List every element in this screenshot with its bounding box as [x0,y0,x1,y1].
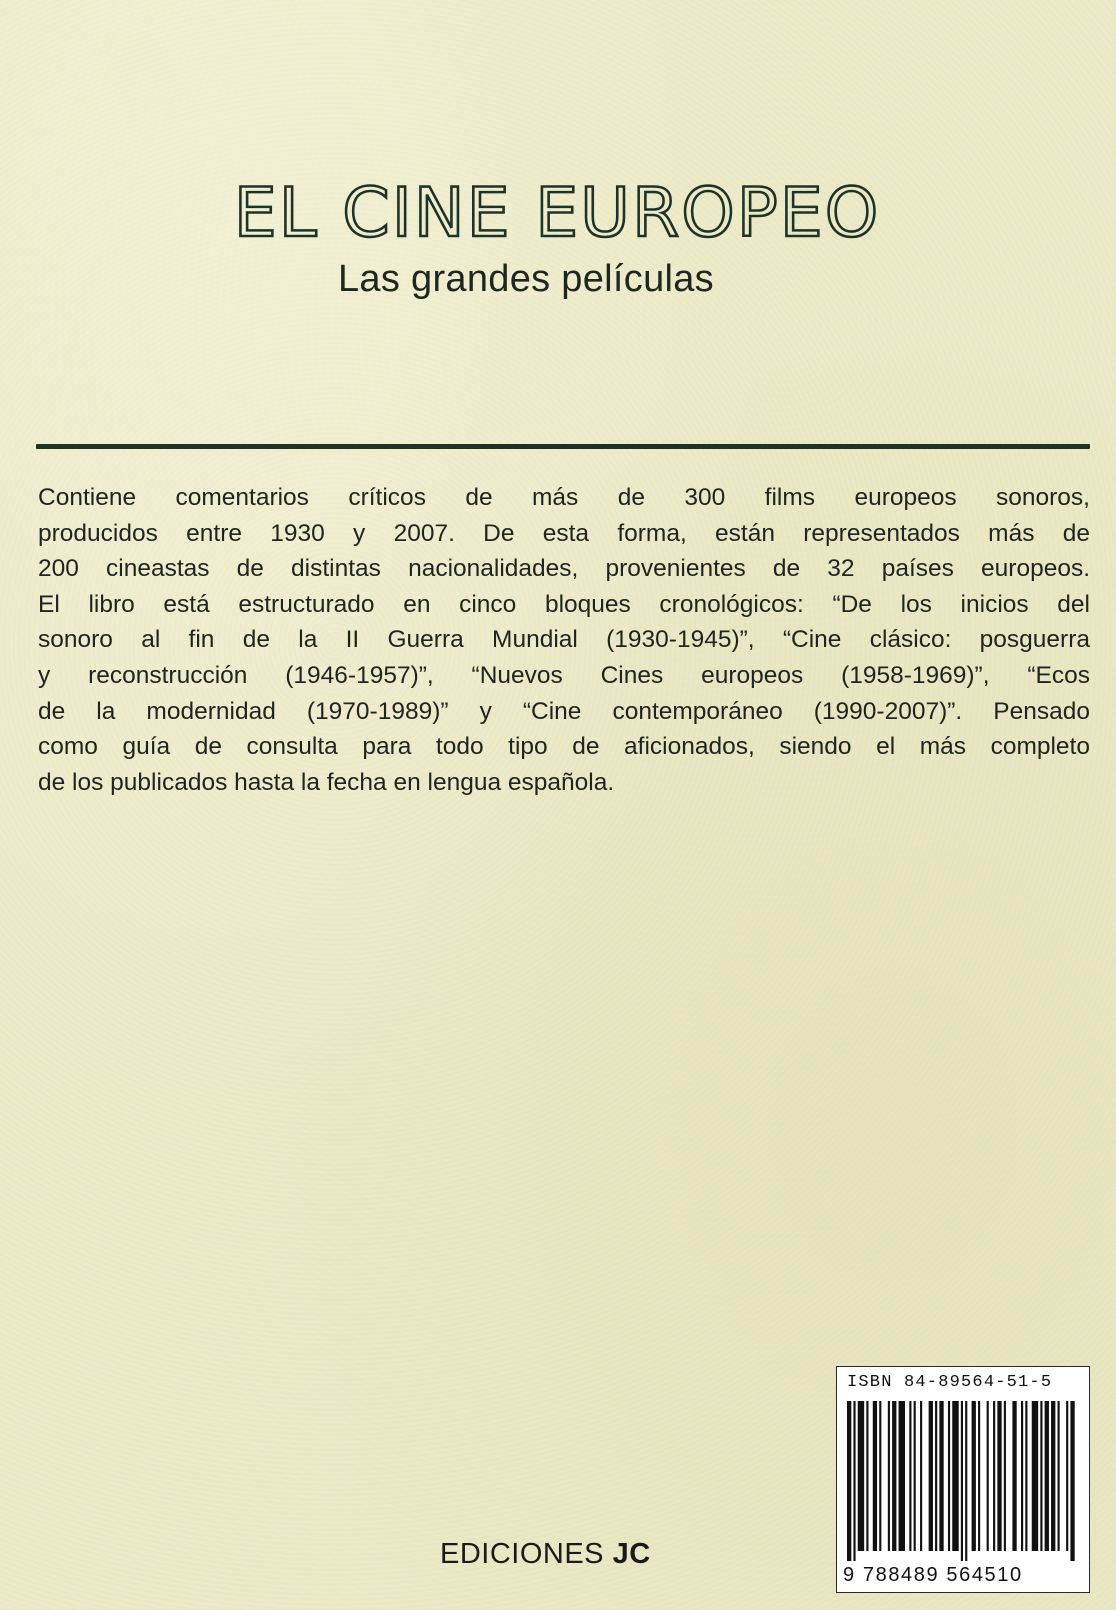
description-line: Contiene comentarios críticos de más de 300 films europeos sonoros, [38,484,1090,511]
barcode-bar [1012,1401,1016,1551]
ean-digits: 9 788489 564510 [843,1564,1023,1586]
barcode-bar [935,1401,937,1551]
description-line: y reconstrucción (1946-1957)”, “Nuevos Cines europeos (1958-1969)”, “Ecos [38,661,1090,689]
barcode-bar [853,1401,855,1561]
barcode-bar [1004,1401,1006,1551]
barcode-bar [909,1401,911,1551]
book-description [38,480,1090,800]
barcode-bar [972,1401,976,1551]
description-line: El libro está estructurado en cinco bloques cronológicos: “De los inicios del [38,590,1090,618]
barcode-icon [845,1401,1081,1561]
barcode-panel [836,1366,1090,1593]
barcode-bar [993,1401,995,1551]
barcode-bar [1058,1401,1060,1551]
barcode-bar [914,1401,916,1551]
barcode-bar [965,1401,967,1561]
barcode-bar [858,1401,864,1551]
publisher-name: EDICIONES [440,1538,605,1570]
barcode-bar [1040,1401,1042,1551]
barcode-bar [1070,1401,1074,1561]
description-line: producidos entre 1930 y 2007. De esta forma, están representados más de [38,519,1090,547]
isbn-label: ISBN 84-89564-51-5 [847,1373,1053,1392]
barcode-bar [929,1401,933,1551]
description-line: como guía de consulta para todo tipo de aficionados, siendo el más completo [38,733,1090,761]
barcode-bar [952,1401,958,1551]
divider-rule [36,444,1090,449]
barcode-bar [892,1401,896,1551]
description-line: sonoro al fin de la II Guerra Mundial (1930-1945)”, “Cine clásico: posguerra [38,626,1090,654]
barcode-bar [888,1401,890,1551]
barcode-bar [866,1401,868,1551]
barcode-bar [1021,1401,1023,1551]
barcode-bar [873,1401,877,1551]
barcode-bar [920,1401,922,1551]
barcode-bar [899,1401,905,1551]
barcode-bar [978,1401,980,1551]
barcode-bar [987,1401,989,1551]
publisher-logo [440,1538,651,1571]
barcode-bar [879,1401,881,1551]
book-title-text: EL CINE EUROPEO [233,174,881,248]
barcode-bar [939,1401,943,1551]
barcode-bar [1045,1401,1049,1551]
book-subtitle: Las grandes películas [338,258,714,300]
barcode-bar [961,1401,963,1561]
barcode-bar [1051,1401,1055,1551]
barcode-bar [1066,1401,1068,1551]
barcode-bar [1032,1401,1038,1551]
barcode-bar [997,1401,1001,1551]
barcode-bar [847,1401,851,1561]
description-line: de la modernidad (1970-1989)” y “Cine contemporáneo (1990-2007)”. Pensado [38,697,1090,725]
description-line: 200 cineastas de distintas nacionalidades, provenientes de 32 países europeos. [38,555,1090,583]
description-line: de los publicados hasta la fecha en lengua española. [38,768,615,796]
barcode-bar [1025,1401,1027,1551]
publisher-mark: JC [612,1538,651,1570]
book-title-lettering [0,168,1116,248]
book-title [0,168,1116,248]
barcode-bar [948,1401,950,1551]
